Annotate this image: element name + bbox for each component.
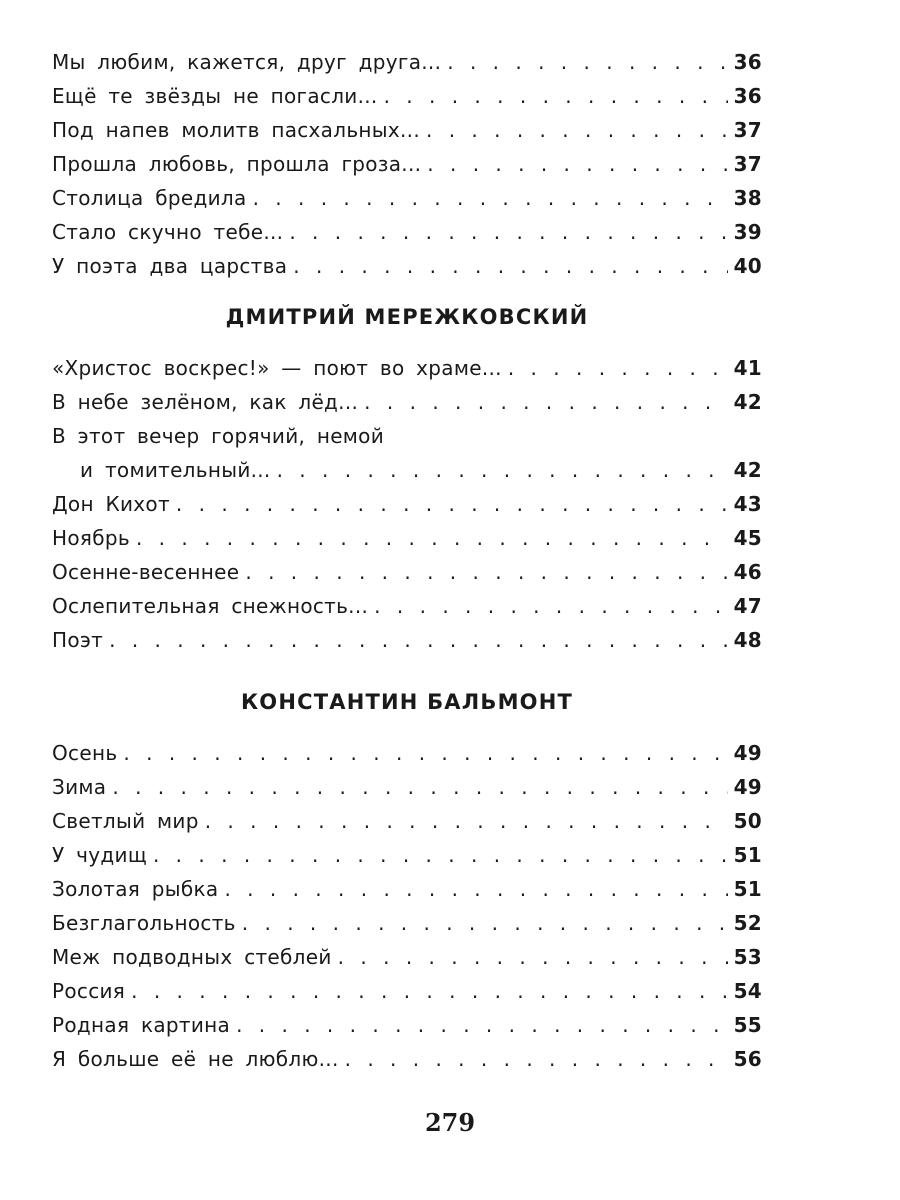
toc-entry (52, 113, 762, 147)
entry-title: В небе зелёном, как лёд... (52, 390, 359, 414)
entry-title: Родная картина (52, 1013, 231, 1037)
dot-leader (253, 181, 728, 215)
dot-leader (176, 487, 728, 521)
entry-page: 46 (733, 560, 762, 584)
toc-entry (52, 940, 762, 974)
toc-entry (52, 736, 762, 770)
dot-leader (242, 906, 728, 940)
dot-leader (136, 521, 728, 555)
toc-entry (52, 249, 762, 283)
toc-entry (52, 453, 762, 487)
entry-page: 51 (733, 877, 762, 901)
toc-entry (52, 906, 762, 940)
entry-title: Светлый мир (52, 809, 199, 833)
toc-entry (52, 419, 762, 453)
dot-leader (153, 838, 728, 872)
toc-entry (52, 45, 762, 79)
entry-title: Прошла любовь, прошла гроза... (52, 152, 422, 176)
dot-leader (508, 351, 728, 385)
entry-title: Столица бредила (52, 186, 247, 210)
entry-page: 41 (733, 356, 762, 380)
toc-entry (52, 351, 762, 385)
dot-leader (384, 79, 728, 113)
dot-leader (112, 770, 728, 804)
entry-title: У поэта два царства (52, 254, 288, 278)
entry-page: 49 (733, 775, 762, 799)
dot-leader (338, 940, 728, 974)
dot-leader (426, 113, 728, 147)
entry-page: 42 (733, 458, 762, 482)
entry-title: Меж подводных стеблей (52, 945, 332, 969)
toc-entry (52, 770, 762, 804)
entry-title: Ослепительная снежность... (52, 594, 369, 618)
toc-entry (52, 385, 762, 419)
entry-page: 37 (733, 152, 762, 176)
toc-entry (52, 804, 762, 838)
entry-page: 36 (733, 84, 762, 108)
entry-title: Стало скучно тебе... (52, 220, 284, 244)
entry-title: Безглагольность (52, 911, 236, 935)
entry-page: 37 (733, 118, 762, 142)
toc-entry (52, 589, 762, 623)
entry-page: 53 (733, 945, 762, 969)
dot-leader (289, 215, 728, 249)
author-heading: КОНСТАНТИН БАЛЬМОНТ (240, 690, 574, 714)
dot-leader (224, 872, 728, 906)
dot-leader (131, 974, 728, 1008)
entry-title: Я больше её не люблю... (52, 1047, 339, 1071)
entry-title: В этот вечер горячий, немой (52, 424, 385, 448)
entry-title: Зима (52, 775, 107, 799)
dot-leader (293, 249, 728, 283)
entry-title: Поэт (52, 628, 104, 652)
entry-page: 51 (733, 843, 762, 867)
entry-page: 54 (733, 979, 762, 1003)
dot-leader (374, 589, 728, 623)
author-heading: ДМИТРИЙ МЕРЕЖКОВСКИЙ (225, 305, 589, 329)
entry-title: Золотая рыбка (52, 877, 219, 901)
toc-entry (52, 147, 762, 181)
entry-title: Мы любим, кажется, друг друга... (52, 50, 442, 74)
entry-page: 55 (733, 1013, 762, 1037)
entry-page: 49 (733, 741, 762, 765)
dot-leader (447, 45, 728, 79)
toc-entry (52, 872, 762, 906)
entry-page: 40 (733, 254, 762, 278)
toc-entry (52, 1008, 762, 1042)
entry-page: 48 (733, 628, 762, 652)
entry-title: Осень (52, 741, 118, 765)
dot-leader (236, 1008, 728, 1042)
dot-leader (427, 147, 728, 181)
dot-leader (345, 1042, 728, 1076)
entry-title: Ещё те звёзды не погасли... (52, 84, 378, 108)
entry-page: 45 (733, 526, 762, 550)
toc-entry (52, 1042, 762, 1076)
entry-page: 56 (733, 1047, 762, 1071)
dot-leader (364, 385, 728, 419)
entry-title: Ноябрь (52, 526, 130, 550)
dot-leader (123, 736, 728, 770)
entry-title: и томительный... (80, 458, 271, 482)
toc-entry (52, 974, 762, 1008)
toc-entry (52, 838, 762, 872)
toc-entry (52, 521, 762, 555)
dot-leader (245, 555, 728, 589)
dot-leader (205, 804, 728, 838)
toc-entry (52, 555, 762, 589)
toc-entry (52, 487, 762, 521)
entry-page: 39 (733, 220, 762, 244)
page-number: 279 (424, 1108, 476, 1137)
entry-page: 43 (733, 492, 762, 516)
toc-group-3 (52, 682, 762, 1076)
entry-page: 36 (733, 50, 762, 74)
entry-page: 42 (733, 390, 762, 414)
entry-page: 52 (733, 911, 762, 935)
dot-leader (109, 623, 728, 657)
entry-title: Осенне-весеннее (52, 560, 240, 584)
entry-page: 50 (733, 809, 762, 833)
entry-title: «Христос воскрес!» — поют во храме... (52, 356, 502, 380)
toc-entry (52, 623, 762, 657)
entry-page: 47 (733, 594, 762, 618)
entry-title: Дон Кихот (52, 492, 170, 516)
toc-entry (52, 215, 762, 249)
toc-group-2 (52, 297, 762, 657)
toc-entry (52, 79, 762, 113)
entry-title: У чудищ (52, 843, 147, 867)
dot-leader (277, 453, 728, 487)
toc-group-1 (52, 45, 762, 283)
entry-title: Под напев молитв пасхальных... (52, 118, 420, 142)
entry-page: 38 (733, 186, 762, 210)
entry-title: Россия (52, 979, 126, 1003)
toc-entry (52, 181, 762, 215)
